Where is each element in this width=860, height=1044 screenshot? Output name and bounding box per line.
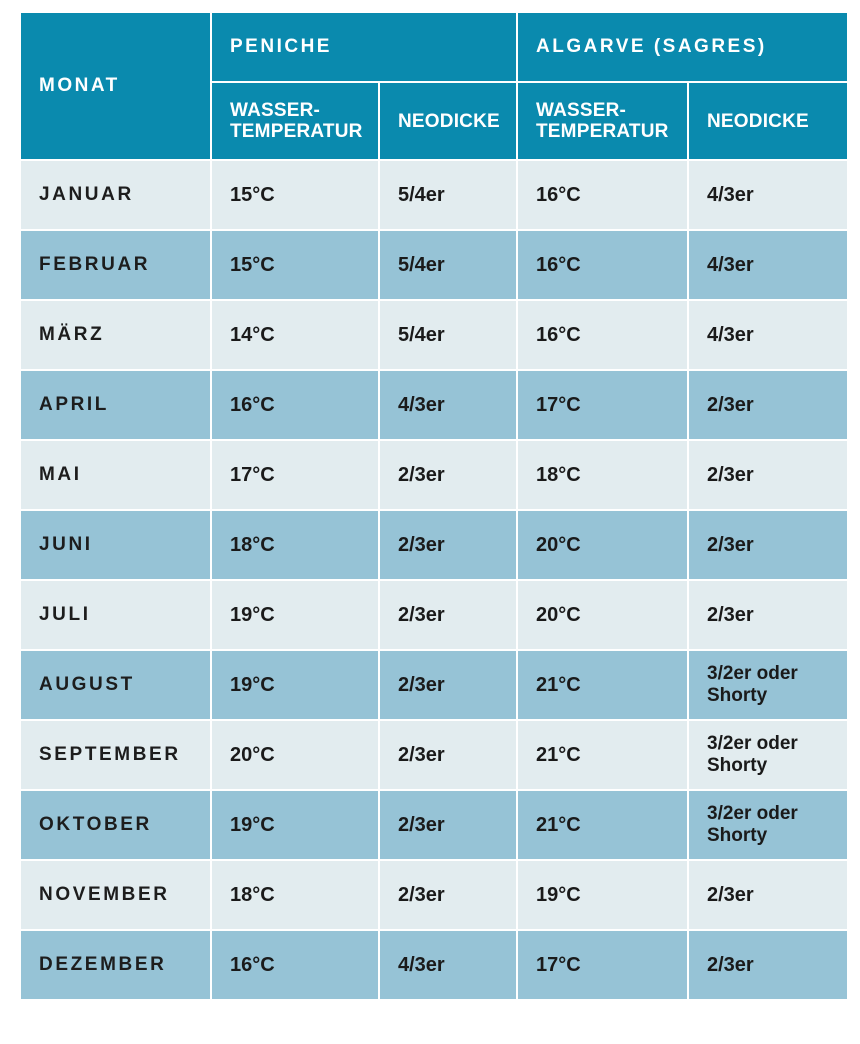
table-row xyxy=(21,931,847,1001)
algarve-neo-cell xyxy=(689,371,847,441)
neo-line: 2/3er xyxy=(707,603,754,626)
algarve-water-temp-cell: 17°C xyxy=(518,931,689,1001)
algarve-neo-header: NEODICKE xyxy=(689,83,847,161)
month-cell: AUGUST xyxy=(21,651,212,721)
table-row xyxy=(21,511,847,581)
region-header-algarve: ALGARVE (SAGRES) xyxy=(518,13,847,83)
algarve-neo-cell xyxy=(689,161,847,231)
peniche-neo-header: NEODICKE xyxy=(380,83,518,161)
algarve-water-temp-cell: 16°C xyxy=(518,231,689,301)
algarve-neo-cell xyxy=(689,231,847,301)
peniche-neo-cell: 5/4er xyxy=(380,161,518,231)
peniche-water-temp-cell: 19°C xyxy=(212,791,380,861)
header-row-regions xyxy=(21,13,847,83)
peniche-water-temp-cell: 15°C xyxy=(212,231,380,301)
neo-line: 4/3er xyxy=(707,323,754,346)
algarve-water-temp-cell: 20°C xyxy=(518,581,689,651)
peniche-water-temp-cell: 20°C xyxy=(212,721,380,791)
neo-line: Shorty xyxy=(707,825,768,846)
month-cell: NOVEMBER xyxy=(21,861,212,931)
neo-line: 3/2er oder xyxy=(707,803,798,824)
month-cell: SEPTEMBER xyxy=(21,721,212,791)
table-row xyxy=(21,791,847,861)
month-cell: JUNI xyxy=(21,511,212,581)
algarve-water-temp-cell: 21°C xyxy=(518,721,689,791)
table-body xyxy=(21,161,847,1001)
month-cell: JULI xyxy=(21,581,212,651)
algarve-neo-cell xyxy=(689,441,847,511)
algarve-neo-cell xyxy=(689,301,847,371)
algarve-neo-cell xyxy=(689,721,847,791)
table-row xyxy=(21,301,847,371)
algarve-neo-cell xyxy=(689,861,847,931)
neo-line: 2/3er xyxy=(707,533,754,556)
month-cell: OKTOBER xyxy=(21,791,212,861)
month-column-header: MONAT xyxy=(21,13,212,161)
water-temp-header-line1: WASSER- xyxy=(536,100,627,121)
peniche-water-temp-cell: 14°C xyxy=(212,301,380,371)
neo-line: 2/3er xyxy=(707,883,754,906)
neo-line: 3/2er oder xyxy=(707,733,798,754)
table-row xyxy=(21,231,847,301)
peniche-neo-cell: 2/3er xyxy=(380,441,518,511)
peniche-water-temp-cell: 16°C xyxy=(212,371,380,441)
algarve-water-temp-cell: 16°C xyxy=(518,301,689,371)
algarve-water-temp-cell: 21°C xyxy=(518,651,689,721)
peniche-water-temp-cell: 19°C xyxy=(212,651,380,721)
neo-line: 3/2er oder xyxy=(707,663,798,684)
month-cell: JANUAR xyxy=(21,161,212,231)
algarve-water-temp-cell: 16°C xyxy=(518,161,689,231)
neo-line: Shorty xyxy=(707,755,768,776)
algarve-neo-cell xyxy=(689,511,847,581)
month-cell: MAI xyxy=(21,441,212,511)
water-temp-header-line2: TEMPERATUR xyxy=(230,121,363,142)
peniche-neo-cell: 2/3er xyxy=(380,861,518,931)
algarve-water-temp-header xyxy=(518,83,689,161)
algarve-water-temp-cell: 21°C xyxy=(518,791,689,861)
algarve-water-temp-cell: 20°C xyxy=(518,511,689,581)
neo-line: Shorty xyxy=(707,685,768,706)
peniche-neo-cell: 2/3er xyxy=(380,581,518,651)
table-row xyxy=(21,581,847,651)
peniche-neo-cell: 4/3er xyxy=(380,931,518,1001)
month-cell: APRIL xyxy=(21,371,212,441)
neo-line: 4/3er xyxy=(707,253,754,276)
table-row xyxy=(21,651,847,721)
peniche-water-temp-cell: 19°C xyxy=(212,581,380,651)
peniche-neo-cell: 2/3er xyxy=(380,511,518,581)
month-cell: MÄRZ xyxy=(21,301,212,371)
table-row xyxy=(21,161,847,231)
table-row xyxy=(21,371,847,441)
algarve-water-temp-cell: 18°C xyxy=(518,441,689,511)
peniche-neo-cell: 2/3er xyxy=(380,791,518,861)
peniche-water-temp-cell: 17°C xyxy=(212,441,380,511)
neo-line: 2/3er xyxy=(707,463,754,486)
table-row xyxy=(21,721,847,791)
region-header-peniche: PENICHE xyxy=(212,13,518,83)
peniche-neo-cell: 5/4er xyxy=(380,231,518,301)
algarve-neo-cell xyxy=(689,651,847,721)
peniche-water-temp-cell: 18°C xyxy=(212,511,380,581)
peniche-water-temp-header xyxy=(212,83,380,161)
neo-line: 2/3er xyxy=(707,393,754,416)
peniche-neo-cell: 4/3er xyxy=(380,371,518,441)
neo-line: 4/3er xyxy=(707,183,754,206)
peniche-water-temp-cell: 16°C xyxy=(212,931,380,1001)
algarve-neo-cell xyxy=(689,581,847,651)
water-temp-header-line1: WASSER- xyxy=(230,100,321,121)
peniche-neo-cell: 5/4er xyxy=(380,301,518,371)
month-cell: DEZEMBER xyxy=(21,931,212,1001)
water-temp-header-line2: TEMPERATUR xyxy=(536,121,669,142)
algarve-water-temp-cell: 19°C xyxy=(518,861,689,931)
algarve-neo-cell xyxy=(689,931,847,1001)
peniche-neo-cell: 2/3er xyxy=(380,721,518,791)
table-header xyxy=(21,13,847,161)
algarve-water-temp-cell: 17°C xyxy=(518,371,689,441)
algarve-neo-cell xyxy=(689,791,847,861)
neo-line: 2/3er xyxy=(707,953,754,976)
table-row xyxy=(21,861,847,931)
month-cell: FEBRUAR xyxy=(21,231,212,301)
peniche-water-temp-cell: 18°C xyxy=(212,861,380,931)
water-temperature-table xyxy=(21,13,847,1001)
water-temperature-table-wrapper xyxy=(21,13,847,1024)
peniche-water-temp-cell: 15°C xyxy=(212,161,380,231)
peniche-neo-cell: 2/3er xyxy=(380,651,518,721)
table-row xyxy=(21,441,847,511)
